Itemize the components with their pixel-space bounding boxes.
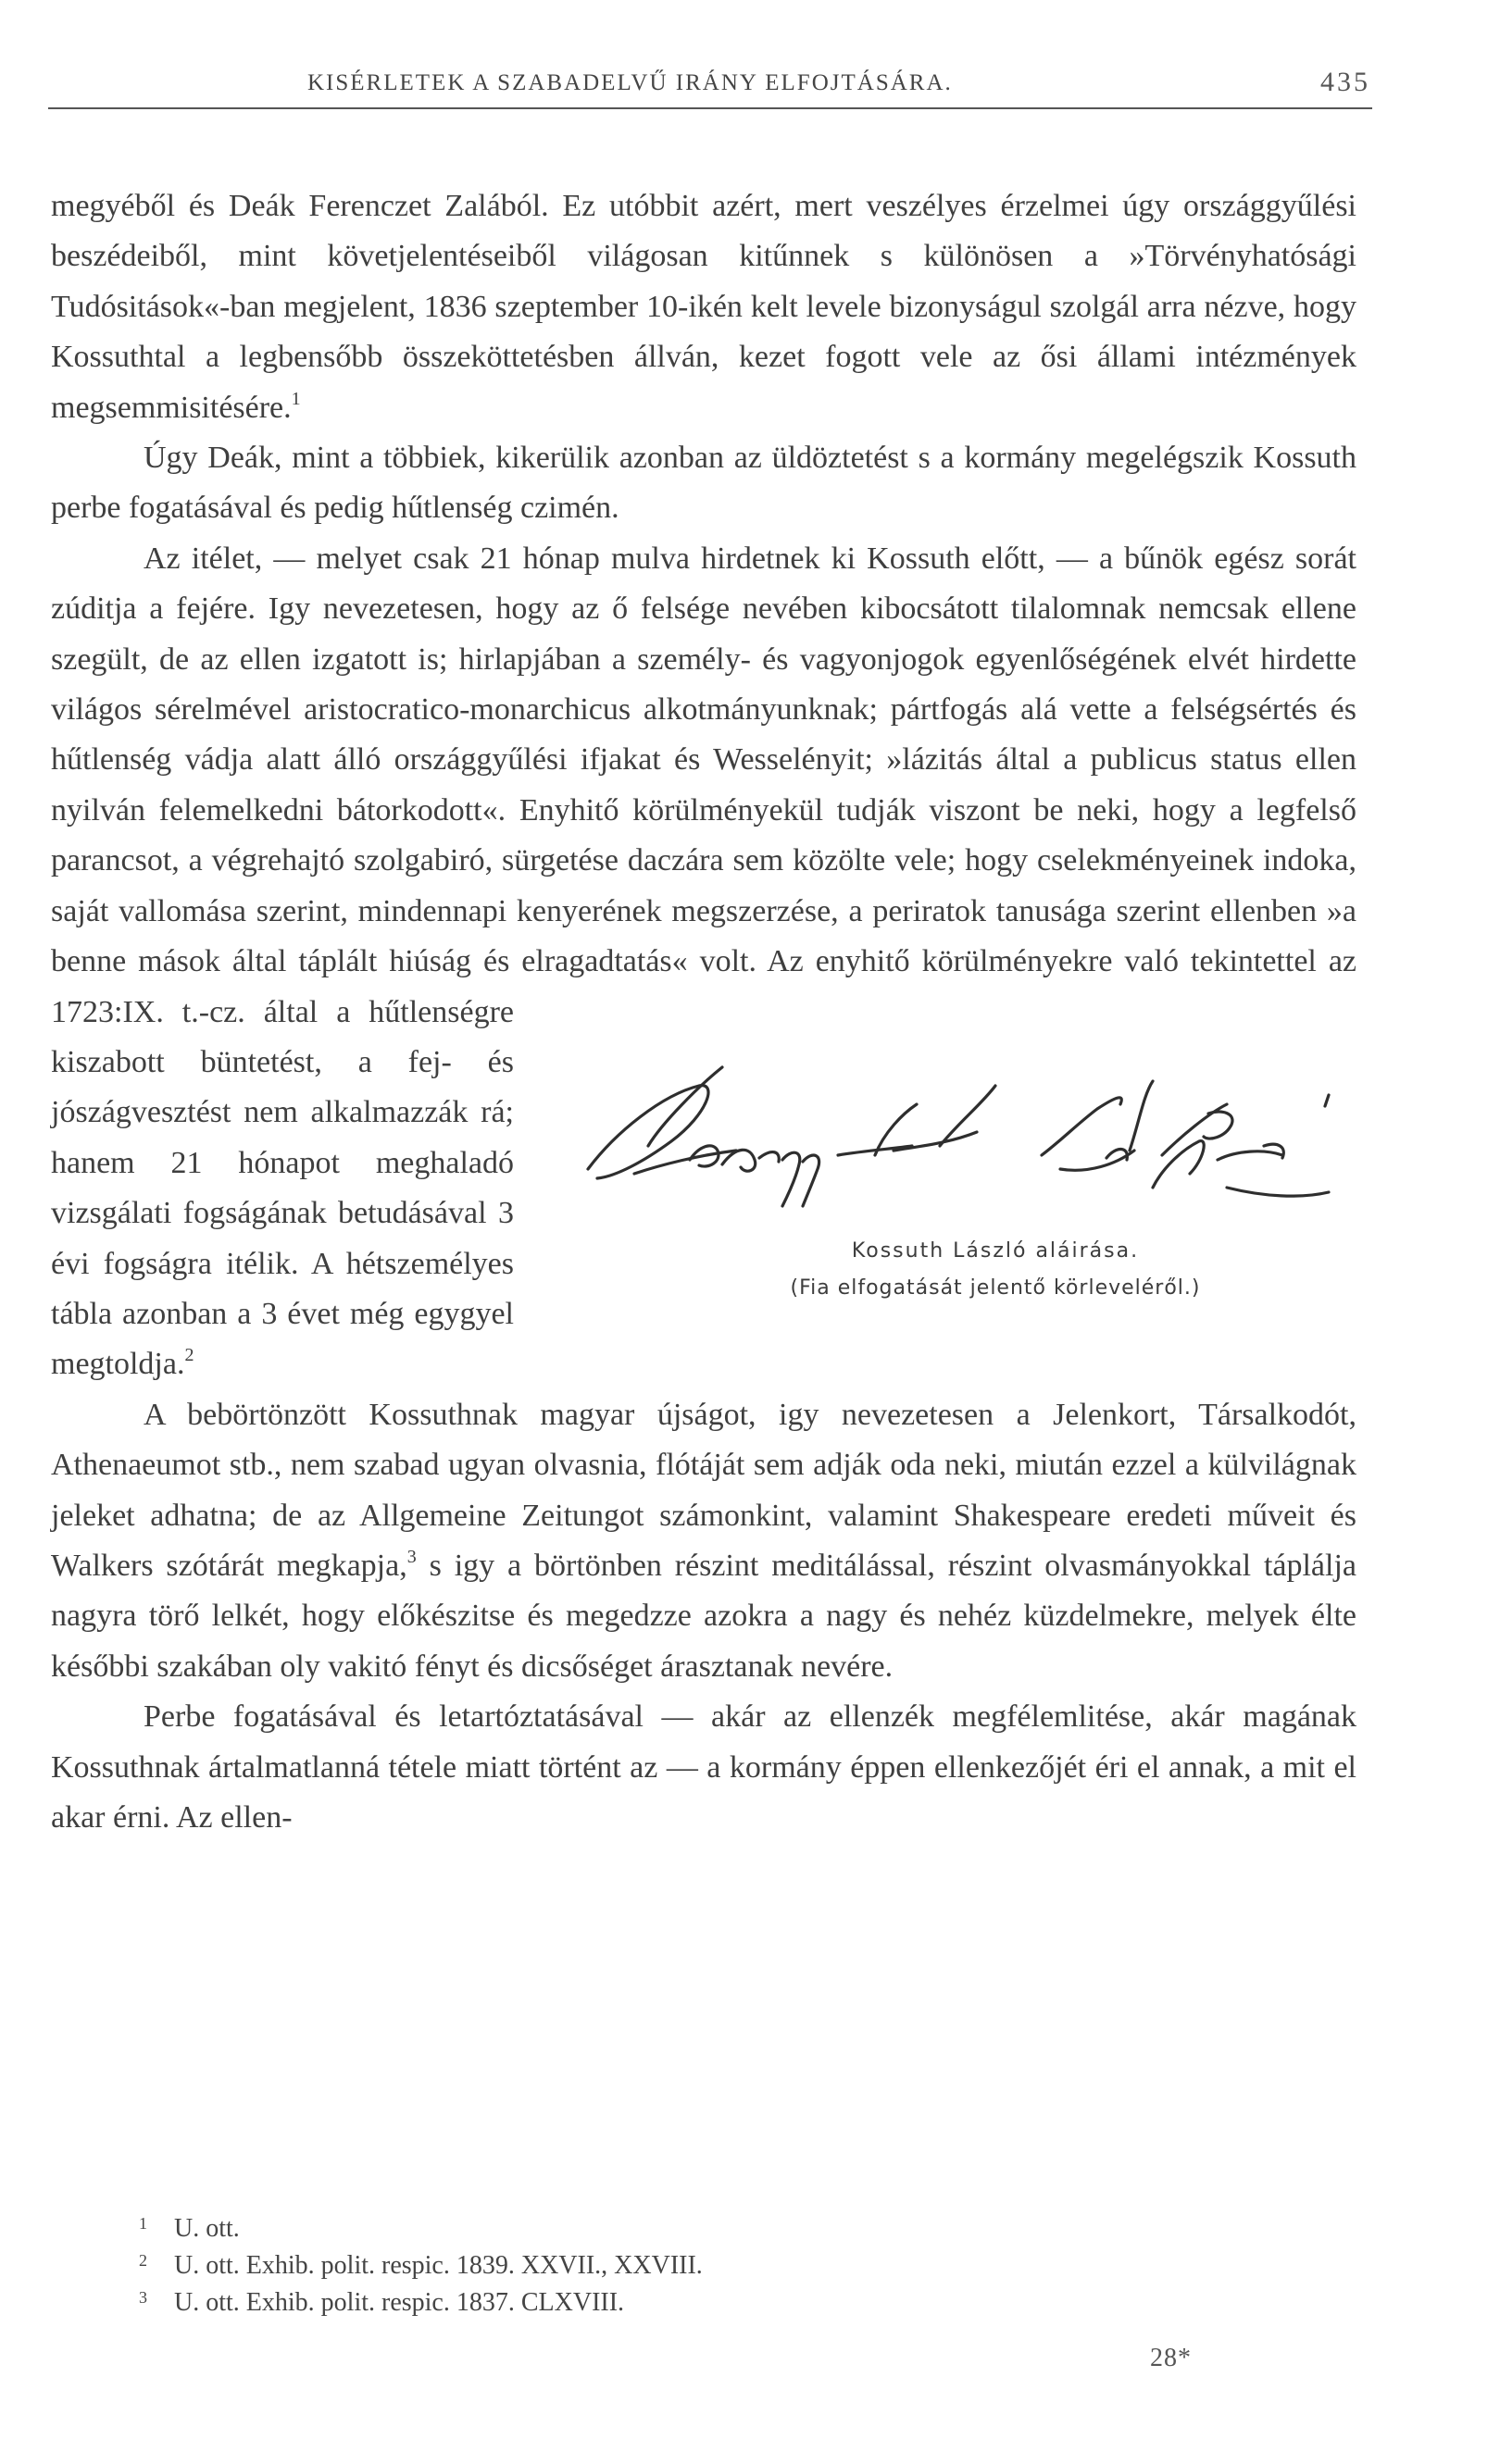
footnote-text: U. ott. Exhib. polit. respic. 1837. CLXVIII. (174, 2288, 625, 2317)
footnote (139, 2284, 1250, 2321)
footnote-reference: 1 (291, 388, 301, 409)
footnote-mark: 3 (139, 2288, 147, 2307)
footnote (139, 2210, 1250, 2247)
footnote-text: U. ott. Exhib. polit. respic. 1839. XXVII., XXVIII. (174, 2251, 703, 2280)
paragraph-text: Az itélet, — melyet csak 21 hónap mulva hirdetnek ki Kossuth előtt, — a bűnök egész sorát zúditja a fejére. Igy nevezetesen, hogy az ő felsége nevében kibocsátott tilalomnak nemcsak ellene szegült, de az ellen izgatott is; hirlapjában a személy- és vagyonjogok egyenlőségének elvét hirdette világos sérelmével aristocratico-monarchicus alkotmányunknak; pártfogás alá vette a felségsértés és hűtlenség vádja alatt álló országgyűlési ifjakat és Wesselényit; »lázitás által a publicus status ellen nyilván felemelkedni bátorkodott«. Enyhitő körülményekül tudják viszont be neki, hogy a legfelső parancsot, a végrehajtó szolgabiró, sürgetése daczára sem közölte vele; hogy cselekményeinek indoka, saját vallomása szerint, mindennapi kenyerének megszerzése, a periratok tanusága szerint ellenben »a benne mások által táplált hiúság és elragadtatás« volt. Az enyhitő körülményekre való tekintettel az 1723:IX. t.-cz. által a hűtlenségre kiszabott büntetést, a fej- és jószágvesztést nem alkalmazzák rá; hanem 21 hónapot meghaladó vizsgálati fogságának betudásával 3 évi fogságra itélik. A hétszemélyes tábla azonban a 3 évet még egygyel megtoldja. (51, 541, 1356, 1382)
figure-source-note: (Fia elfogatását jelentő körleveléről.) (790, 1276, 1201, 1300)
running-header (48, 67, 1372, 109)
printer-signature-mark: 28* (1150, 2344, 1192, 2372)
footnote-mark: 1 (139, 2214, 147, 2233)
handwritten-signature (560, 1058, 1338, 1215)
footnote-text: U. ott. (174, 2214, 240, 2243)
paragraph (51, 1692, 1356, 1843)
paragraph-text: s igy a börtönben részint meditálással, részint olvasmányokkal táplálja nagyra törő lelkét, hogy előkészitse és megedzze azokra a nagy és nehéz küzdelmekre, melyek élte későbbi szakában oly vakitó fényt és dicsőséget árasztanak nevére. (51, 1548, 1356, 1684)
figure-caption: Kossuth László aláirása. (851, 1238, 1140, 1263)
body-text (51, 181, 1356, 1843)
paragraph (51, 433, 1356, 534)
paragraph-text: megyéből és Deák Ferenczet Zalából. Ez utóbbit azért, mert veszélyes érzelmei úgy országgyűlési beszédeiből, mint követjelentéseiből világosan kitűnnek s különösen a »Törvényhatósági Tudósitások«-ban megjelent, 1836 szeptember 10-ikén kelt levele bizonyságul szolgál arra nézve, hogy Kossuthtal a legbensőbb összeköttetésben állván, kezet fogott vele az ősi állami intézmények megsemmisitésére. (51, 189, 1356, 425)
footnote-reference: 2 (184, 1345, 194, 1366)
signature-figure (542, 1058, 1356, 1326)
paragraph-text: Perbe fogatásával és letartóztatásával — akár az ellenzék megfélemlitése, akár magának Kossuthnak ártalmatlanná tétele miatt történt az — a kormány éppen ellenkezőjét éri el annak, a mit el akar érni. Az ellen- (51, 1699, 1356, 1835)
paragraph-text: Úgy Deák, mint a többiek, kikerülik azonban az üldöztetést s a kormány megelégszik Kossuth perbe fogatásával és pedig hűtlenség czimén. (51, 441, 1356, 526)
footnote (139, 2247, 1250, 2284)
paragraph (51, 534, 1356, 1390)
paragraph (51, 181, 1356, 433)
footnotes (139, 2210, 1250, 2321)
paragraph (51, 1390, 1356, 1692)
page-number: 435 (1320, 67, 1370, 97)
footnote-reference: 3 (406, 1546, 417, 1567)
footnote-mark: 2 (139, 2251, 147, 2270)
paragraph-text: A bebörtönzött Kossuthnak magyar újságot, igy nevezetesen a Jelenkort, Társalkodót, Athenaeumot stb., nem szabad ugyan olvasnia, flótáját sem adják oda neki, miután ezzel a külvilágnak jeleket adhatna; de az Allgemeine Zeitungot számonkint, valamint Shakespeare eredeti műveit és Walkers szótárát megkapja, (51, 1397, 1356, 1583)
running-title: KISÉRLETEK A SZABADELVŰ IRÁNY ELFOJTÁSÁRA. (307, 70, 953, 95)
